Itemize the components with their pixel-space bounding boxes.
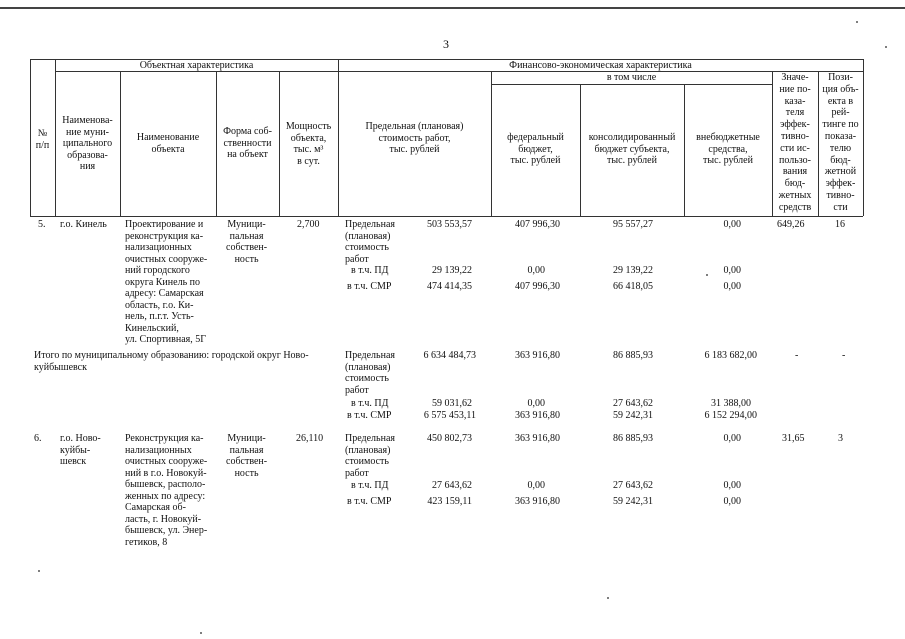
- row-cost-total: 503 553,57: [427, 219, 472, 230]
- header-ownership: Форма соб- ственности на объект: [223, 126, 272, 160]
- row-consolidated-total: 95 557,27: [613, 219, 653, 230]
- total-pd-federal: 0,00: [527, 398, 545, 409]
- row-ownership: Муници- пальная собствен- ность: [226, 219, 268, 265]
- row-extra-total: 0,00: [723, 219, 741, 230]
- row-cost-total: 450 802,73: [427, 433, 472, 444]
- row-pd-cost: 27 643,62: [432, 480, 472, 491]
- header-consolidated-budget: консолидированный бюджет субъекта, тыс. рублей: [588, 132, 676, 166]
- total-smr-cost: 6 575 453,11: [423, 410, 476, 421]
- row-number: 5.: [38, 219, 46, 230]
- scan-speck: [706, 274, 708, 276]
- row-smr-federal: 407 996,30: [515, 281, 560, 292]
- scan-speck: [38, 570, 40, 572]
- total-pd-label: в т.ч. ПД: [351, 398, 389, 409]
- total-label: Итого по муниципальному образованию: городской округ Ново- куйбышевск: [34, 350, 309, 373]
- row-cost-label: Предельная (плановая) стоимость работ: [345, 219, 395, 265]
- total-pd-extra: 31 388,00: [711, 398, 751, 409]
- row-federal-total: 363 916,80: [515, 433, 560, 444]
- header-efficiency: Значе- ние по- каза- теля эффек- тивно- сти ис- пользо- вания бюд- жетных средств: [778, 72, 812, 213]
- row-smr-consolidated: 59 242,31: [613, 496, 653, 507]
- total-consolidated-total: 86 885,93: [613, 350, 653, 361]
- row-pd-label: в т.ч. ПД: [351, 480, 389, 491]
- row-cost-label: Предельная (плановая) стоимость работ: [345, 433, 395, 479]
- row-position: 3: [838, 433, 843, 444]
- total-position: -: [842, 350, 846, 361]
- row-pd-federal: 0,00: [527, 480, 545, 491]
- total-smr-consolidated: 59 242,31: [613, 410, 653, 421]
- row-smr-extra: 0,00: [723, 496, 741, 507]
- total-efficiency: -: [795, 350, 799, 361]
- header-finance-characteristic: Финансово-экономическая характеристика: [509, 60, 692, 71]
- row-pd-federal: 0,00: [527, 265, 545, 276]
- row-smr-cost: 474 414,35: [427, 281, 472, 292]
- row-municipality: г.о. Ново- куйбы- шевск: [60, 433, 101, 467]
- header-capacity: Мощность объекта, тыс. м³ в сут.: [285, 121, 332, 167]
- header-limit-cost: Предельная (плановая) стоимость работ, тыс. рублей: [365, 121, 464, 155]
- row-smr-extra: 0,00: [723, 281, 741, 292]
- header-object-name: Наименование объекта: [136, 132, 200, 155]
- row-number: 6.: [34, 433, 42, 444]
- row-extra-total: 0,00: [723, 433, 741, 444]
- row-smr-cost: 423 159,11: [427, 496, 472, 507]
- total-federal-total: 363 916,80: [515, 350, 560, 361]
- header-object-characteristic: Объектная характеристика: [139, 60, 254, 71]
- page-number: 3: [443, 37, 449, 51]
- total-smr-federal: 363 916,80: [515, 410, 560, 421]
- total-smr-label: в т.ч. СМР: [347, 410, 392, 421]
- row-consolidated-total: 86 885,93: [613, 433, 653, 444]
- row-object-name: Проектирование и реконструкция ка- нализационных очистных сооруже- ний городского округа Кинель по адресу: Самарская область, г.о. Ки- нель, п.г.т. Усть- Кинельский, ул. Спортивная, 5Г: [125, 219, 208, 345]
- row-capacity: 2,700: [297, 219, 320, 230]
- row-smr-federal: 363 916,80: [515, 496, 560, 507]
- header-municipality: Наименова- ние муни- ципального образова- ния: [62, 115, 113, 172]
- row-pd-consolidated: 27 643,62: [613, 480, 653, 491]
- scan-speck: [607, 597, 609, 599]
- scan-speck: [200, 632, 202, 634]
- total-pd-cost: 59 031,62: [432, 398, 472, 409]
- total-pd-consolidated: 27 643,62: [613, 398, 653, 409]
- row-efficiency: 31,65: [782, 433, 805, 444]
- header-number: № п/п: [35, 128, 50, 151]
- row-position: 16: [835, 219, 845, 230]
- scan-speck: [856, 21, 858, 23]
- row-smr-label: в т.ч. СМР: [347, 496, 392, 507]
- total-cost-total: 6 634 484,73: [423, 350, 476, 361]
- row-pd-extra: 0,00: [723, 480, 741, 491]
- total-extra-total: 6 183 682,00: [704, 350, 757, 361]
- row-capacity: 26,110: [296, 433, 324, 444]
- total-smr-extra: 6 152 294,00: [704, 410, 757, 421]
- header-position: Пози- ция объ- екта в рей- тинге по показа- телю бюд- жетной эффек- тивно- сти: [822, 72, 859, 213]
- total-cost-label: Предельная (плановая) стоимость работ: [345, 350, 395, 396]
- row-efficiency: 649,26: [777, 219, 805, 230]
- row-pd-label: в т.ч. ПД: [351, 265, 389, 276]
- row-municipality: г.о. Кинель: [60, 219, 107, 230]
- header-federal-budget: федеральный бюджет, тыс. рублей: [507, 132, 564, 166]
- row-federal-total: 407 996,30: [515, 219, 560, 230]
- row-object-name: Реконструкция ка- нализационных очистных сооруже- ний в г.о. Новокуй- бышевск, располо- женных по адресу: Самарская об- ласть, г. Новокуй- бышевск, ул. Энер- гетиков, 8: [125, 433, 208, 548]
- header-extrabudget: внебюджетные средства, тыс. рублей: [696, 132, 760, 166]
- row-pd-cost: 29 139,22: [432, 265, 472, 276]
- scan-speck: [885, 46, 887, 48]
- row-pd-consolidated: 29 139,22: [613, 265, 653, 276]
- scan-top-border: [0, 7, 905, 9]
- header-including: в том числе: [606, 72, 657, 83]
- row-ownership: Муници- пальная собствен- ность: [226, 433, 268, 479]
- row-smr-label: в т.ч. СМР: [347, 281, 392, 292]
- row-smr-consolidated: 66 418,05: [613, 281, 653, 292]
- row-pd-extra: 0,00: [723, 265, 741, 276]
